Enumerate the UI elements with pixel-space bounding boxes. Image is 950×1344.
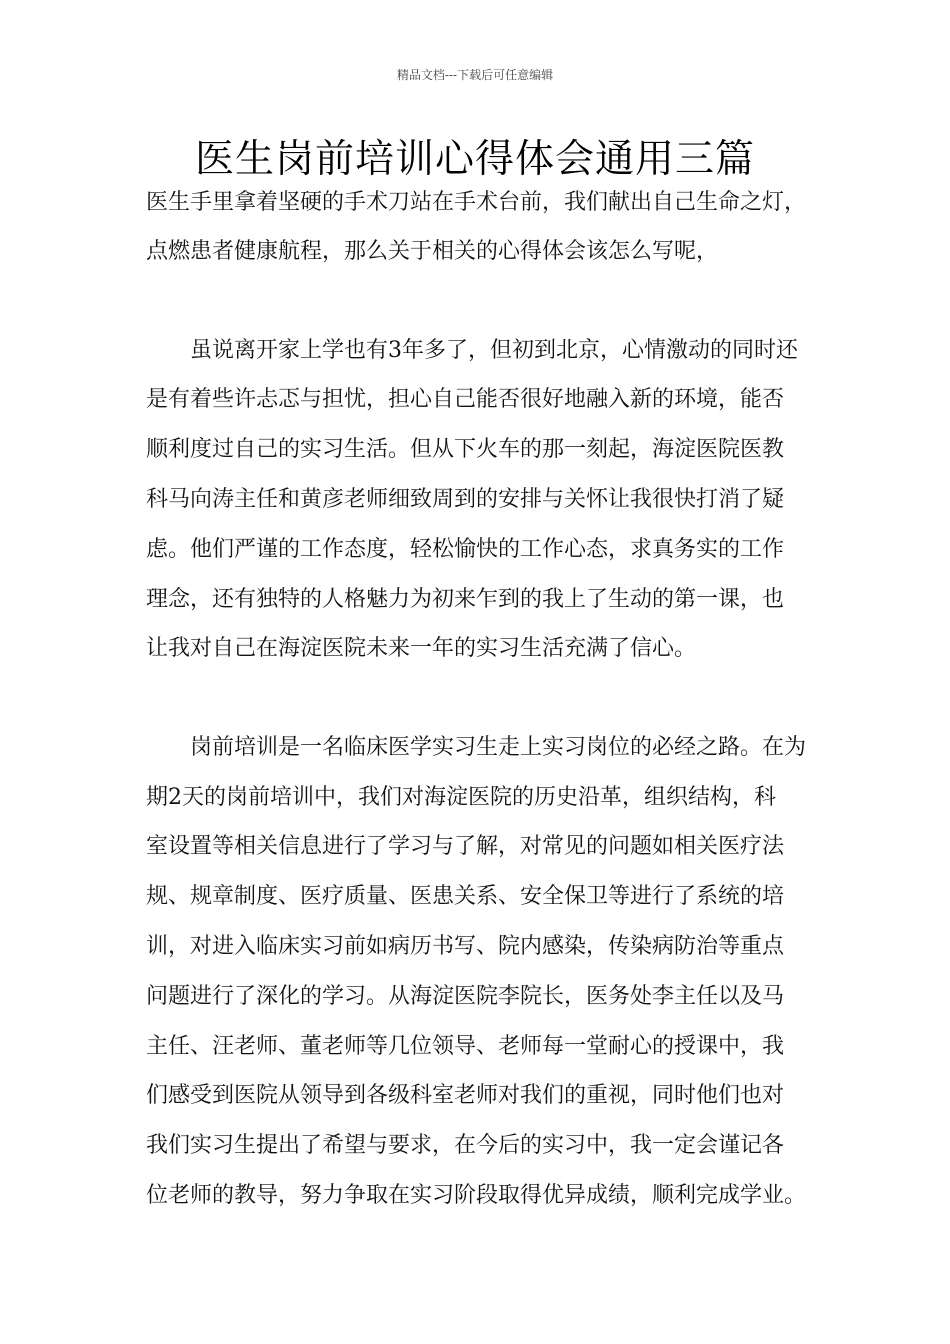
- paragraph-3-line-3: 室设置等相关信息进行了学习与了解，对常见的问题如相关医疗法: [146, 834, 785, 859]
- paragraph-3-line-10: 位老师的教导，努力争取在实习阶段取得优异成绩，顺利完成学业。: [146, 1183, 807, 1208]
- paragraph-2-line-1: 虽说离开家上学也有3年多了，但初到北京，心情激动的同时还: [146, 338, 798, 363]
- paragraph-3-line-1: 岗前培训是一名临床医学实习生走上实习岗位的必经之路。在为: [146, 735, 807, 760]
- paragraph-2-line-4: 科马向涛主任和黄彦老师细致周到的安排与关怀让我很快打消了疑: [146, 487, 785, 512]
- paragraph-3-line-6: 问题进行了深化的学习。从海淀医院李院长，医务处李主任以及马: [146, 984, 785, 1009]
- paragraph-2-line-2: 是有着些许忐忑与担忧，担心自己能否很好地融入新的环境，能否: [146, 387, 785, 412]
- paragraph-3-line-2: 期2天的岗前培训中，我们对海淀医院的历史沿革，组织结构，科: [146, 785, 776, 810]
- paragraph-3-line-5: 训，对进入临床实习前如病历书写、院内感染，传染病防治等重点: [146, 934, 785, 959]
- paragraph-3-line-9: 我们实习生提出了希望与要求，在今后的实习中，我一定会谨记各: [146, 1133, 785, 1158]
- paragraph-2-line-7: 让我对自己在海淀医院未来一年的实习生活充满了信心。: [146, 636, 697, 661]
- paragraph-3-line-8: 们感受到医院从领导到各级科室老师对我们的重视，同时他们也对: [146, 1083, 785, 1108]
- paragraph-2-line-3: 顺利度过自己的实习生活。但从下火车的那一刻起，海淀医院医教: [146, 437, 785, 462]
- paragraph-1-line-2: 点燃患者健康航程，那么关于相关的心得体会该怎么写呢，: [146, 239, 719, 264]
- paragraph-2-line-6: 理念，还有独特的人格魅力为初来乍到的我上了生动的第一课，也: [146, 587, 785, 612]
- paragraph-3-line-7: 主任、汪老师、董老师等几位领导、老师每一堂耐心的授课中，我: [146, 1034, 785, 1059]
- paragraph-2-line-5: 虑。他们严谨的工作态度，轻松愉快的工作心态，求真务实的工作: [146, 537, 785, 562]
- paragraph-3-line-4: 规、规章制度、医疗质量、医患关系、安全保卫等进行了系统的培: [146, 884, 785, 909]
- page-header: 精品文档---下载后可任意编辑: [396, 68, 554, 82]
- paragraph-1-line-1: 医生手里拿着坚硬的手术刀站在手术台前，我们献出自己生命之灯，: [146, 190, 807, 215]
- document-title: 医生岗前培训心得体会通用三篇: [194, 137, 755, 182]
